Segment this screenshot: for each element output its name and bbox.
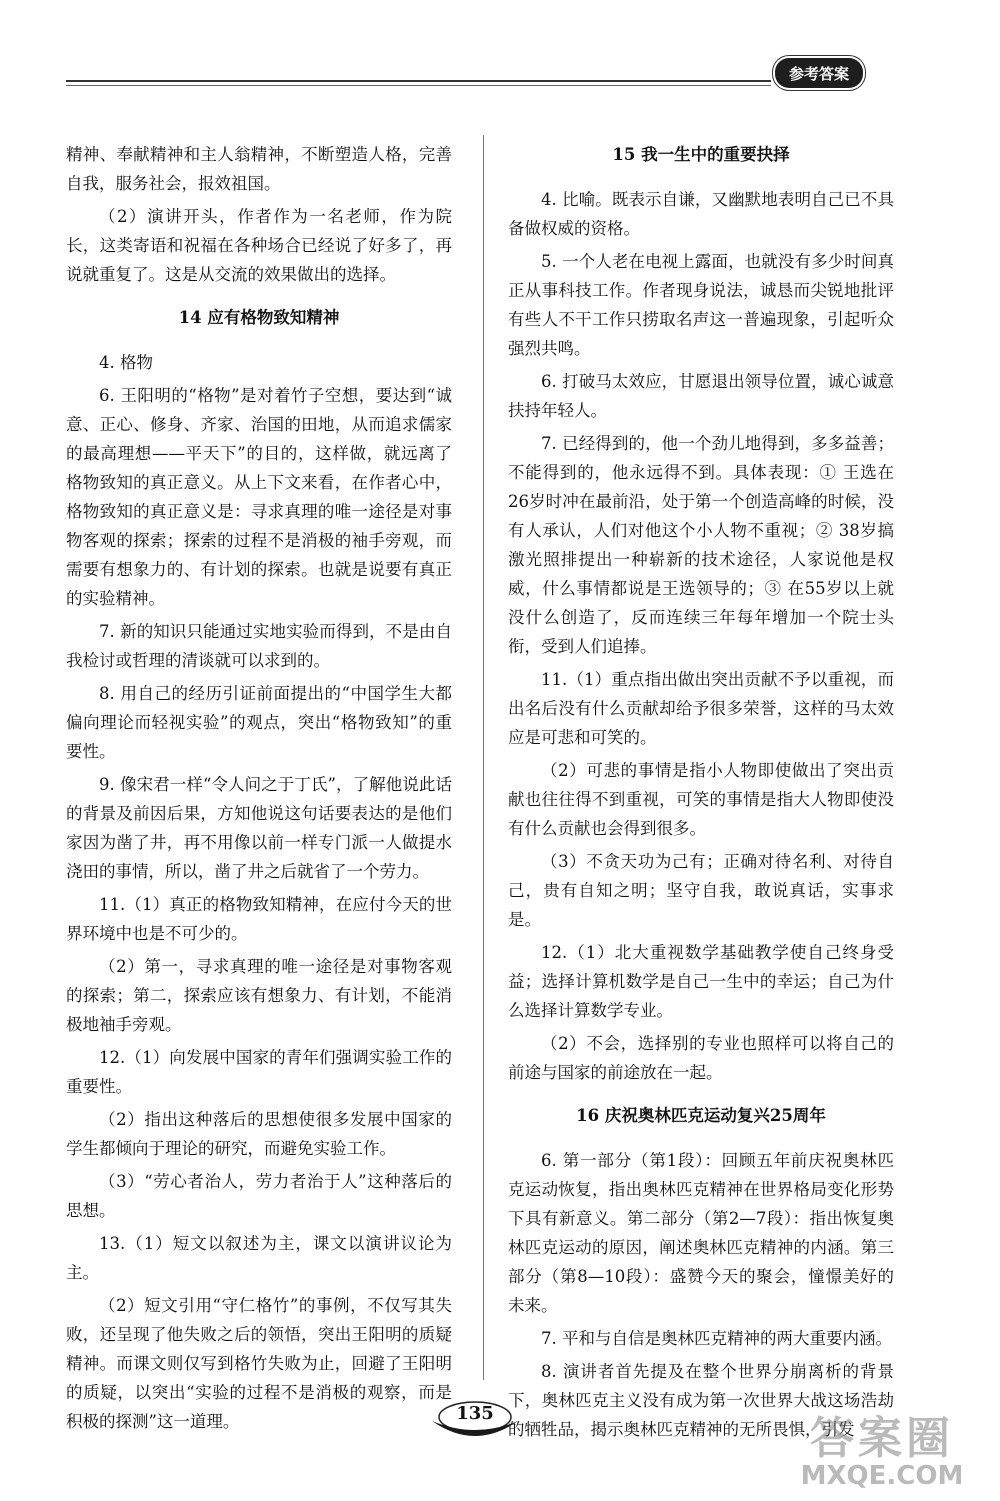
answer-paragraph: （2）可悲的事情是指小人物即使做出了突出贡献也往往得不到重视，可笑的事情是指大人物即使没有什么贡献也会得到很多。 [508,761,894,838]
section-15-title: 15 我一生中的重要抉择 [612,145,790,164]
column-divider [483,135,484,1380]
answer-paragraph: 6. 王阳明的“格物”是对着竹子空想，要达到“诚意、正心、修身、齐家、治国的田地，从而追求儒家的最高理想——平天下”的目的，这样做，就远离了格物致知的真正意义。从上下文来看，在作者心中，格物致知的真正意义是：寻求真理的唯一途径是对事物客观的探索；探索的过程不是消极的袖手旁观，而需要有想象力的、有计划的探索。也就是说要有真正的实验精神。 [66,386,452,608]
answer-paragraph: 7. 平和与自信是奥林匹克精神的两大重要内涵。 [541,1329,892,1348]
answer-paragraph: （2）第一，寻求真理的唯一途径是对事物客观的探索；第二，探索应该有想象力、有计划，不能消极地袖手旁观。 [66,957,452,1034]
section-16-title: 16 庆祝奥林匹克运动复兴25周年 [576,1106,826,1125]
answer-paragraph: （3）不贪天功为己有；正确对待名利、对待自己，贵有自知之明；坚守自我，敢说真话，实事求是。 [508,852,894,929]
answer-paragraph: 12.（1）向发展中国家的青年们强调实验工作的重要性。 [66,1048,452,1096]
answer-paragraph: 12.（1）北大重视数学基础教学使自己终身受益；选择计算机数学是自己一生中的幸运；自己为什么选择计算数学专业。 [508,943,894,1020]
answer-paragraph: 7. 已经得到的，他一个劲儿地得到，多多益善；不能得到的，他永远得不到。具体表现：① 王选在26岁时冲在最前沿，处于第一个创造高峰的时候，没有人承认，人们对他这个小人物不重视；② 38岁搞激光照排提出一种崭新的技术途径，人家说他是权威，什么事情都说是王选领导的；③ 在55岁以上就没什么创造了，反而连续三年每年增加一个院士头衔，受到人们追捧。 [508,434,894,656]
answer-paragraph: 11.（1）真正的格物致知精神，在应付今天的世界环境中也是不可少的。 [66,895,452,943]
answer-paragraph: 9. 像宋君一样“令人问之于丁氏”，了解他说此话的背景及前因后果，方知他说这句话要表达的是他们家因为凿了井，再不用像以前一样专门派一人做提水浇田的事情，所以，凿了井之后就省了一个劳力。 [66,775,452,881]
left-column [66,140,452,1440]
right-column [508,140,894,1448]
watermark-logo-text: 答案圈 [810,1413,954,1464]
intro-paragraph: 精神、奉献精神和主人翁精神，不断塑造人格，完善自我，服务社会，报效祖国。 [66,145,452,193]
header-rule [66,80,771,82]
answer-paragraph: 8. 用自己的经历引证前面提出的“中国学生大都偏向理论而轻视实验”的观点，突出“格物致知”的重要性。 [66,684,452,761]
section-14-title: 14 应有格物致知精神 [178,308,340,327]
intro-paragraph: （2）演讲开头，作者作为一名老师，作为院长，这类寄语和祝福在各种场合已经说了好多了，再说就重复了。这是从交流的效果做出的选择。 [66,207,452,284]
answer-paragraph: （3）“劳心者治人，劳力者治于人”这种落后的思想。 [66,1172,452,1220]
answer-paragraph: 5. 一个人老在电视上露面，也就没有多少时间真正从事科技工作。作者现身说法，诚恳而尖锐地批评有些人不干工作只捞取名声这一普遍现象，引起听众强烈共鸣。 [508,252,894,358]
answer-paragraph: 6. 第一部分（第1段）：回顾五年前庆祝奥林匹克运动恢复，指出奥林匹克精神在世界格局变化形势下具有新意义。第二部分（第2—7段）：指出恢复奥林匹克运动的原因，阐述奥林匹克精神的内涵。第三部分（第8—10段）：盛赞今天的聚会，憧憬美好的未来。 [508,1151,894,1315]
answer-paragraph: 11.（1）重点指出做出突出贡献不予以重视，而出名后没有什么贡献却给予很多荣誉，这样的马太效应是可悲和可笑的。 [508,670,894,747]
page-number-badge [420,1395,530,1445]
page-number: 135 [456,1403,494,1424]
answer-key-badge: 参考答案 [775,58,863,88]
answer-paragraph: （2）短文引用“守仁格竹”的事例，不仅写其失败，还呈现了他失败之后的领悟，突出王阳明的质疑精神。而课文则仅写到格竹失败为止，回避了王阳明的质疑，以突出“实验的过程不是消极的观察，而是积极的探测”这一道理。 [66,1296,452,1431]
answer-paragraph: 7. 新的知识只能通过实地实验而得到，不是由自我检讨或哲理的清谈就可以求到的。 [66,622,452,670]
site-watermark [782,1413,982,1496]
answer-paragraph: （2）指出这种落后的思想使很多发展中国家的学生都倾向于理论的研究，而避免实验工作。 [66,1110,452,1158]
answer-paragraph: 6. 打破马太效应，甘愿退出领导位置，诚心诚意扶持年轻人。 [508,372,894,420]
answer-paragraph: 13.（1）短文以叙述为主，课文以演讲议论为主。 [66,1234,452,1282]
answer-paragraph: 4. 格物 [99,353,153,372]
answer-paragraph: （2）不会，选择别的专业也照样可以将自己的前途与国家的前途放在一起。 [508,1034,894,1082]
watermark-site-text: MXQE.COM [800,1461,964,1491]
answer-paragraph: 4. 比喻。既表示自谦，又幽默地表明自己已不具备做权威的资格。 [508,190,894,238]
answer-paragraph: 8. 演讲者首先提及在整个世界分崩离析的背景下，奥林匹克主义没有成为第一次世界大战这场浩劫的牺牲品，揭示奥林匹克精神的无所畏惧，引发 [508,1362,894,1439]
